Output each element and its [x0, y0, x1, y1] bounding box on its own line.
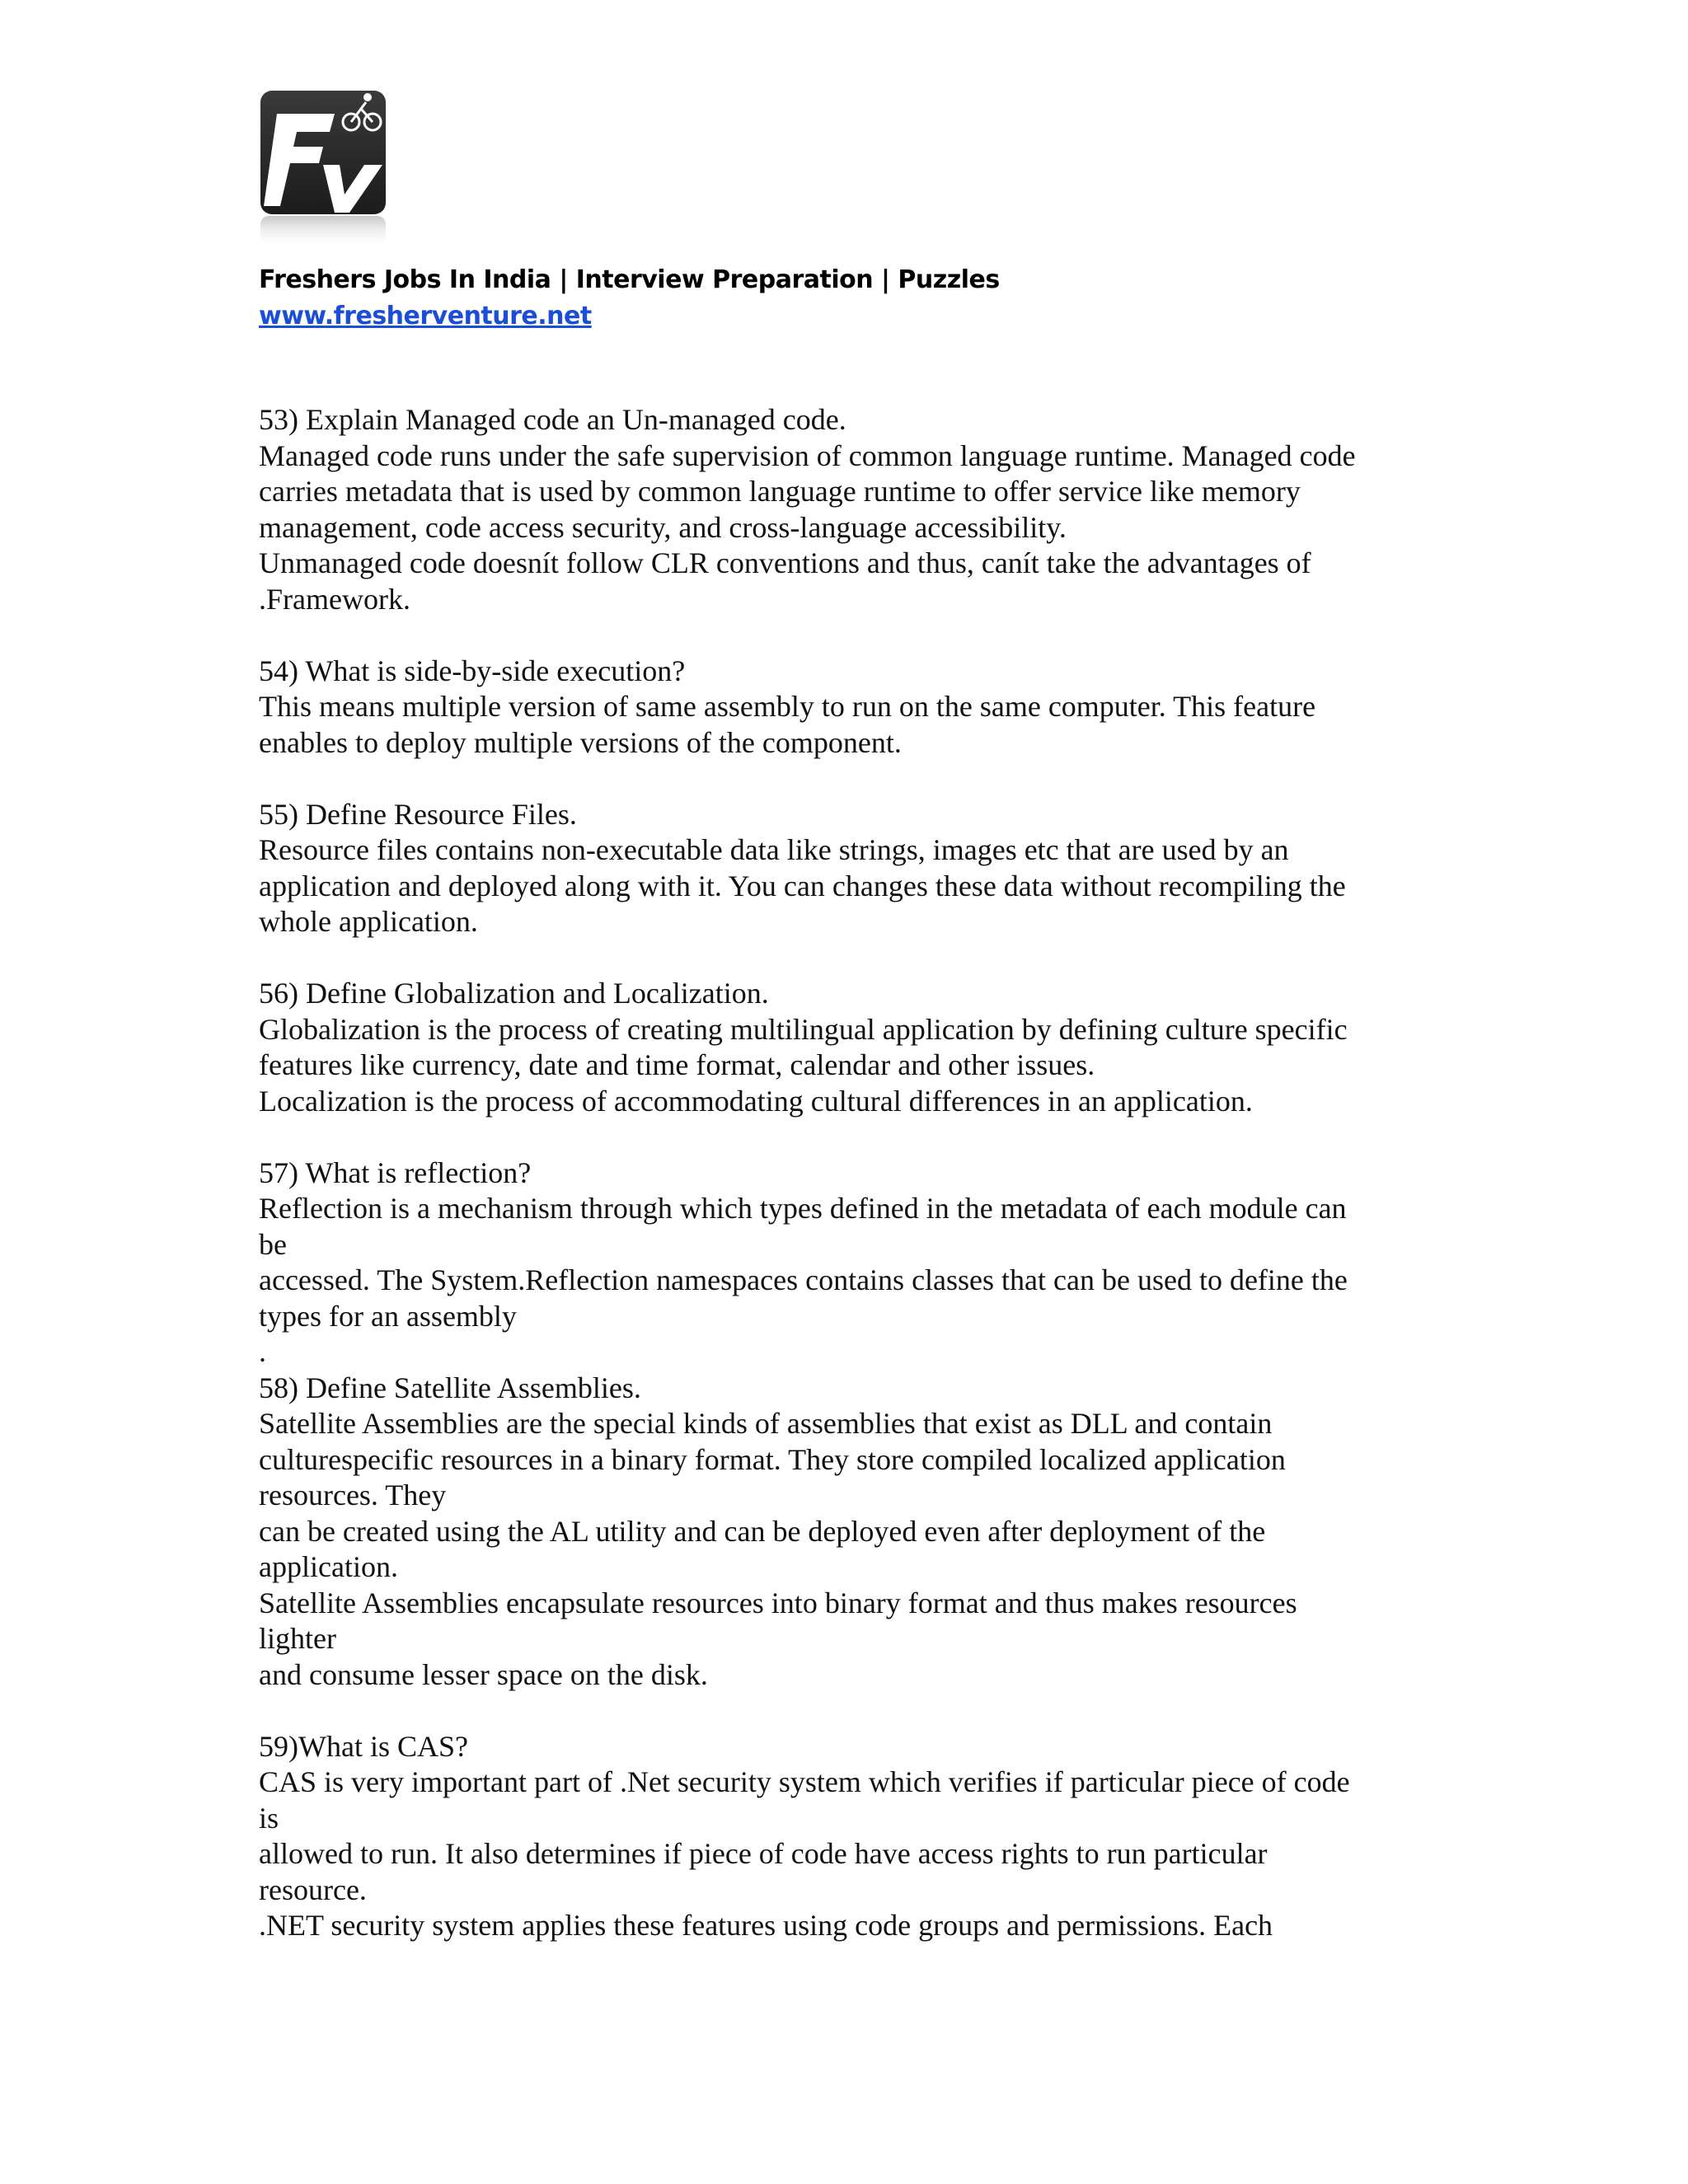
text-line: and consume lesser space on the disk. — [259, 1657, 708, 1691]
qa-block — [259, 797, 1454, 940]
text-line: enables to deploy multiple versions of the component. — [259, 725, 902, 759]
page-header — [259, 262, 1000, 335]
text-line: features like currency, date and time format, calendar and other issues. — [259, 1048, 1095, 1081]
text-line: Resource files contains non-executable data like strings, images etc that are used by an — [259, 833, 1289, 866]
text-line: be — [259, 1227, 287, 1261]
paragraph-gap — [259, 761, 1454, 797]
text-line: This means multiple version of same assembly to run on the same computer. This feature — [259, 690, 1316, 723]
text-line: allowed to run. It also determines if piece of code have access rights to run particular — [259, 1837, 1268, 1870]
qa-block — [259, 654, 1454, 762]
qa-content — [259, 402, 1454, 1944]
paragraph-gap — [259, 1119, 1454, 1155]
text-line: CAS is very important part of .Net security system which verifies if particular piece of code — [259, 1765, 1350, 1798]
text-line: carries metadata that is used by common language runtime to offer service like memory — [259, 475, 1301, 508]
text-line: 59)What is CAS? — [259, 1729, 468, 1763]
qa-block — [259, 976, 1454, 1119]
text-line: Globalization is the process of creating multilingual application by defining culture specific — [259, 1012, 1348, 1046]
text-line: . — [259, 1335, 266, 1368]
text-line: Reflection is a mechanism through which types defined in the metadata of each module can — [259, 1192, 1347, 1225]
text-line: 54) What is side-by-side execution? — [259, 654, 686, 687]
text-line: culturespecific resources in a binary format. They store compiled localized application — [259, 1442, 1286, 1476]
text-line: 53) Explain Managed code an Un-managed code. — [259, 403, 846, 436]
text-line: Managed code runs under the safe supervision of common language runtime. Managed code — [259, 438, 1356, 472]
paragraph-gap — [259, 940, 1454, 977]
text-line: types for an assembly — [259, 1299, 517, 1333]
text-line: accessed. The System.Reflection namespaces contains classes that can be used to define the — [259, 1263, 1348, 1296]
header-tagline: Freshers Jobs In India | Interview Preparation | Puzzles — [259, 265, 1000, 294]
fresherventure-logo — [259, 89, 391, 251]
text-line: is — [259, 1801, 279, 1835]
qa-block — [259, 1155, 1454, 1694]
text-line: Localization is the process of accommodating cultural differences in an application. — [259, 1084, 1253, 1118]
text-line: application. — [259, 1550, 398, 1583]
text-line: resource. — [259, 1872, 367, 1906]
text-line: management, code access security, and cross-language accessibility. — [259, 510, 1067, 544]
text-line: Satellite Assemblies are the special kinds of assemblies that exist as DLL and contain — [259, 1407, 1273, 1440]
text-line: resources. They — [259, 1479, 447, 1511]
text-line: lighter — [259, 1622, 336, 1655]
paragraph-gap — [259, 617, 1454, 654]
text-line: Unmanaged code doesnít follow CLR conventions and thus, canít take the advantages of — [259, 546, 1311, 579]
text-line: .NET security system applies these features using code groups and permissions. Each — [259, 1909, 1273, 1942]
text-line: .Framework. — [259, 582, 410, 616]
text-line: whole application. — [259, 905, 478, 938]
text-line: can be created using the AL utility and can be deployed even after deployment of the — [259, 1514, 1266, 1548]
paragraph-gap — [259, 1693, 1454, 1729]
qa-block — [259, 402, 1454, 617]
text-line: Satellite Assemblies encapsulate resources into binary format and thus makes resources — [259, 1586, 1297, 1619]
text-line: 55) Define Resource Files. — [259, 797, 577, 831]
site-link[interactable]: www.fresherventure.net — [259, 302, 592, 330]
text-line: 57) What is reflection? — [259, 1155, 532, 1189]
text-line: 58) Define Satellite Assemblies. — [259, 1371, 641, 1404]
text-line: 56) Define Globalization and Localization. — [259, 977, 769, 1010]
qa-block — [259, 1729, 1454, 1944]
text-line: application and deployed along with it. You can changes these data without recompiling the — [259, 869, 1346, 902]
